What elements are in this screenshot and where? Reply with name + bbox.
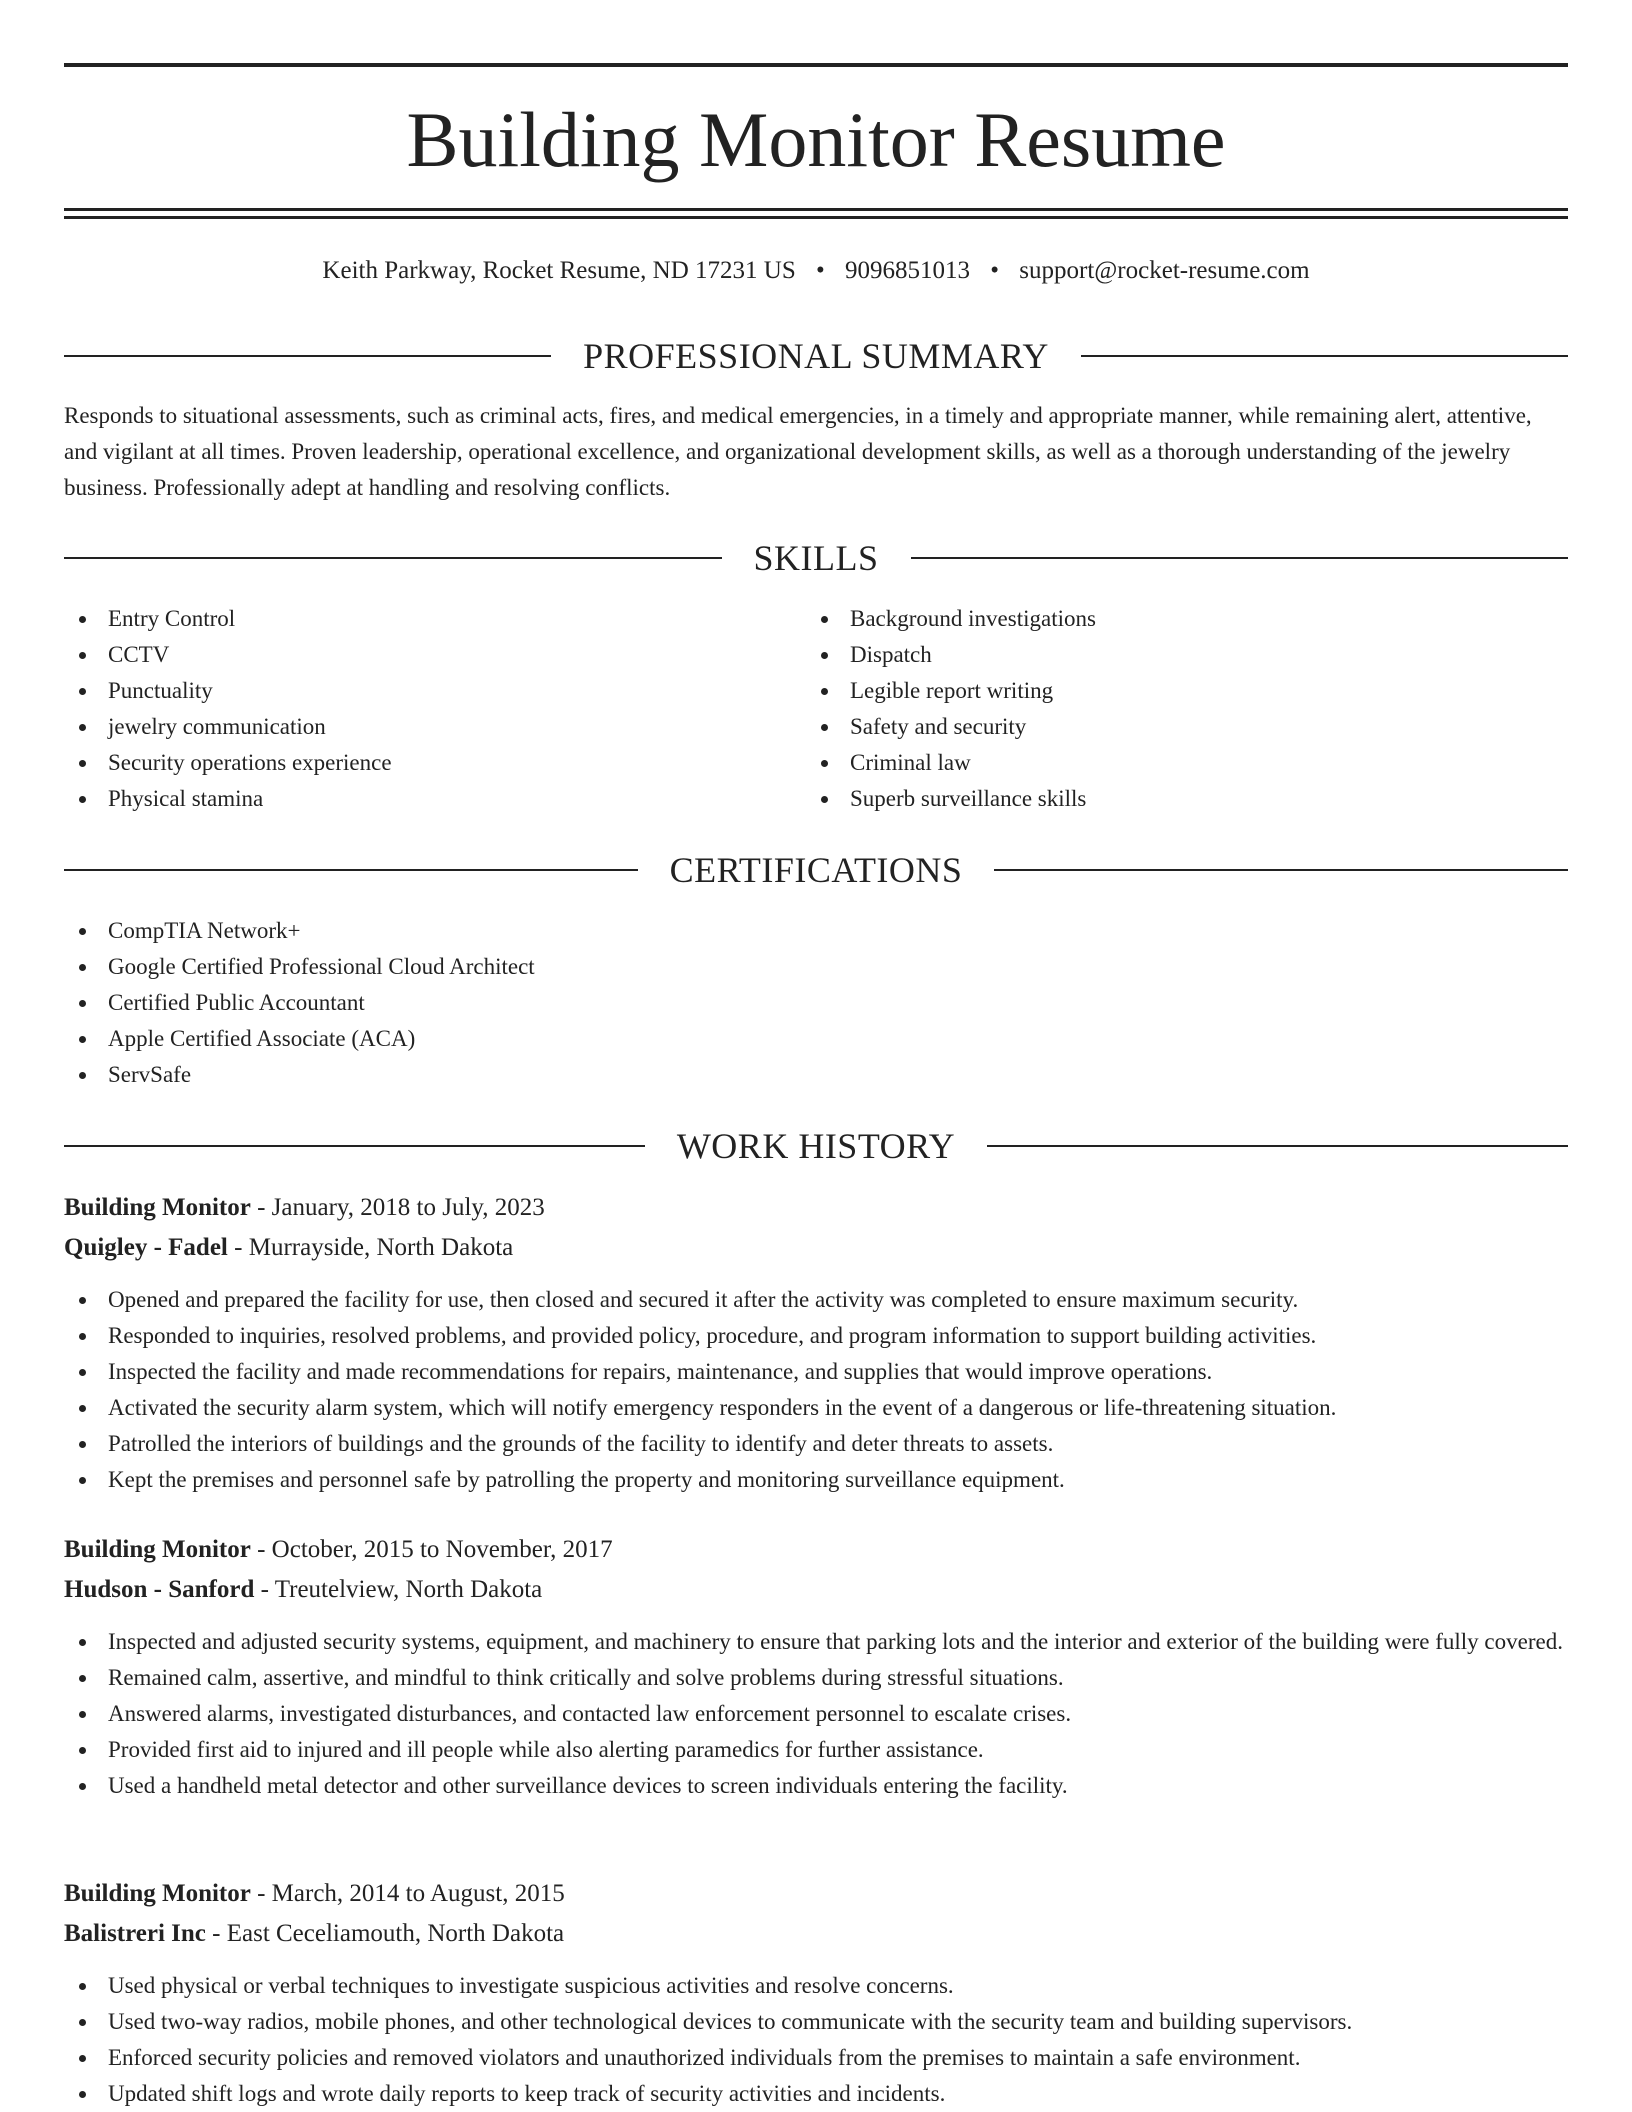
- contact-email: support@rocket-resume.com: [1019, 257, 1310, 284]
- certification-item: Certified Public Accountant: [64, 985, 1464, 1021]
- contact-line: [64, 254, 1568, 288]
- skill-item: Criminal law: [806, 745, 1546, 781]
- job-entry: [64, 1530, 1568, 1804]
- job-bullet: Opened and prepared the facility for use, then closed and secured it after the activity was completed to ensure maximum security.: [64, 1282, 1568, 1318]
- contact-separator: •: [816, 257, 825, 284]
- section-title-summary: PROFESSIONAL SUMMARY: [583, 336, 1049, 376]
- skill-item: CCTV: [64, 637, 764, 673]
- job-bullet: Remained calm, assertive, and mindful to think critically and solve problems during stressful situations.: [64, 1660, 1568, 1696]
- job-company-line: Quigley - Fadel - Murrayside, North Dakota: [64, 1234, 514, 1261]
- job-bullet: Enforced security policies and removed violators and unauthorized individuals from the premises to maintain a safe environment.: [64, 2040, 1568, 2076]
- job-bullet: Patrolled the interiors of buildings and the grounds of the facility to identify and deter threats to assets.: [64, 1426, 1568, 1462]
- section-rule-right: [1081, 355, 1568, 357]
- section-rule-left: [64, 355, 551, 357]
- certification-item: CompTIA Network+: [64, 913, 1464, 949]
- job-title-line: Building Monitor - October, 2015 to November, 2017: [64, 1536, 613, 1563]
- job-entry: [64, 1874, 1568, 2112]
- contact-address: Keith Parkway, Rocket Resume, ND 17231 US: [322, 257, 796, 284]
- skill-item: Superb surveillance skills: [806, 781, 1546, 817]
- skill-item: Punctuality: [64, 673, 764, 709]
- section-header-summary: [64, 334, 1568, 378]
- job-bullet: Kept the premises and personnel safe by patrolling the property and monitoring surveillance equipment.: [64, 1462, 1568, 1498]
- skill-item: Entry Control: [64, 601, 764, 637]
- skill-item: Background investigations: [806, 601, 1546, 637]
- job-bullet: Provided first aid to injured and ill people while also alerting paramedics for further assistance.: [64, 1732, 1568, 1768]
- section-title-work-history: WORK HISTORY: [676, 1126, 956, 1166]
- top-rule: [64, 63, 1568, 67]
- certifications-list: [64, 913, 1464, 1093]
- job-dates: March, 2014 to August, 2015: [271, 1880, 565, 1907]
- skill-item: jewelry communication: [64, 709, 764, 745]
- job-location: Treutelview, North Dakota: [274, 1576, 543, 1603]
- job-bullet: Used a handheld metal detector and other surveillance devices to screen individuals entering the facility.: [64, 1768, 1568, 1804]
- summary-text: Responds to situational assessments, such as criminal acts, fires, and medical emergencies, in a timely and appropriate manner, while remaining alert, attentive, and vigilant at all times. Proven leadership, operational excellence, and organizational development skills, as well as a thorough understanding of the jewelry business. Professionally adept at handling and resolving conflicts.: [64, 403, 1532, 500]
- job-bullet: Activated the security alarm system, which will notify emergency responders in the event of a dangerous or life-threatening situation.: [64, 1390, 1568, 1426]
- contact-separator: •: [990, 257, 1000, 284]
- job-bullets: [64, 1968, 1568, 2112]
- job-bullet: Updated shift logs and wrote daily reports to keep track of security activities and incidents.: [64, 2076, 1568, 2112]
- section-rule-right: [987, 1145, 1568, 1147]
- job-company-line: Hudson - Sanford - Treutelview, North Dakota: [64, 1576, 543, 1603]
- job-location: East Ceceliamouth, North Dakota: [226, 1920, 565, 1947]
- certification-item: Apple Certified Associate (ACA): [64, 1021, 1464, 1057]
- job-bullets: [64, 1282, 1568, 1498]
- job-role: Building Monitor: [64, 1536, 251, 1563]
- job-title-line: Building Monitor - January, 2018 to July, 2023: [64, 1194, 545, 1221]
- title-double-rule-upper: [64, 208, 1568, 211]
- section-rule-left: [64, 557, 722, 559]
- skill-item: Legible report writing: [806, 673, 1546, 709]
- job-company: Hudson - Sanford: [64, 1576, 255, 1603]
- job-company: Quigley - Fadel: [64, 1234, 228, 1261]
- title-double-rule-lower: [64, 216, 1568, 219]
- skill-item: Dispatch: [806, 637, 1546, 673]
- section-rule-right: [994, 869, 1568, 871]
- contact-phone: 9096851013: [845, 257, 971, 284]
- job-dates: October, 2015 to November, 2017: [271, 1536, 613, 1563]
- page-title: Building Monitor Resume: [406, 96, 1226, 183]
- skill-item: Physical stamina: [64, 781, 764, 817]
- section-title-skills: SKILLS: [753, 538, 879, 578]
- skill-item: Security operations experience: [64, 745, 764, 781]
- job-location: Murrayside, North Dakota: [248, 1234, 514, 1261]
- certification-item: ServSafe: [64, 1057, 1464, 1093]
- job-bullets: [64, 1624, 1568, 1804]
- job-bullet: Used two-way radios, mobile phones, and other technological devices to communicate with the security team and building supervisors.: [64, 2004, 1568, 2040]
- section-rule-left: [64, 869, 638, 871]
- job-company: Balistreri Inc: [64, 1920, 206, 1947]
- job-company-line: Balistreri Inc - East Ceceliamouth, North Dakota: [64, 1920, 565, 1947]
- skills-list-right: [806, 601, 1546, 817]
- job-entry: [64, 1188, 1568, 1498]
- job-role: Building Monitor: [64, 1880, 251, 1907]
- section-header-skills: [64, 536, 1568, 580]
- job-bullet: Responded to inquiries, resolved problems, and provided policy, procedure, and program information to support building activities.: [64, 1318, 1568, 1354]
- job-role: Building Monitor: [64, 1194, 251, 1221]
- section-title-certifications: CERTIFICATIONS: [669, 850, 963, 890]
- job-bullet: Inspected the facility and made recommendations for repairs, maintenance, and supplies that would improve operations.: [64, 1354, 1568, 1390]
- job-bullet: Inspected and adjusted security systems, equipment, and machinery to ensure that parking lots and the interior and exterior of the building were fully covered.: [64, 1624, 1568, 1660]
- skill-item: Safety and security: [806, 709, 1546, 745]
- job-bullet: Answered alarms, investigated disturbances, and contacted law enforcement personnel to escalate crises.: [64, 1696, 1568, 1732]
- section-header-work-history: [64, 1124, 1568, 1168]
- job-bullet: Used physical or verbal techniques to investigate suspicious activities and resolve concerns.: [64, 1968, 1568, 2004]
- certification-item: Google Certified Professional Cloud Architect: [64, 949, 1464, 985]
- section-rule-left: [64, 1145, 645, 1147]
- section-rule-right: [911, 557, 1569, 559]
- skills-list-left: [64, 601, 764, 817]
- job-dates: January, 2018 to July, 2023: [271, 1194, 545, 1221]
- job-title-line: Building Monitor - March, 2014 to August, 2015: [64, 1880, 565, 1907]
- section-header-certifications: [64, 848, 1568, 892]
